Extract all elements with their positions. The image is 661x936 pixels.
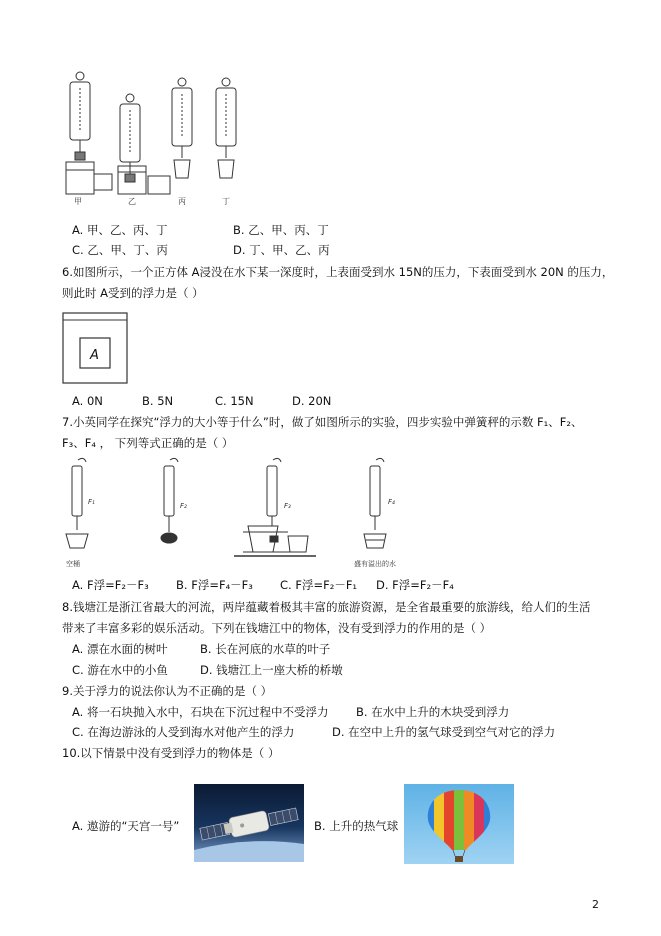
q6-stem-line2: 则此时 A受到的浮力是（ ） — [62, 286, 204, 300]
q5-option-c[interactable]: C. 乙、甲、丁、丙 — [72, 243, 168, 257]
q5-label-bing: 丙 — [178, 197, 186, 206]
q5-label-yi: 乙 — [128, 197, 136, 206]
q7-caption-overflow-water: 盛有溢出的水 — [354, 560, 396, 568]
q6-option-c[interactable]: C. 15N — [215, 394, 254, 408]
q7-option-b[interactable]: B. F浮=F₄－F₃ — [176, 578, 253, 592]
space-station-image — [194, 784, 304, 862]
page-number: 2 — [592, 898, 599, 911]
hot-air-balloon-image — [404, 784, 514, 864]
q7-label-f4: F₄ — [388, 498, 395, 506]
q6-option-b[interactable]: B. 5N — [142, 394, 174, 408]
q10-option-a[interactable]: A. 遨游的“天宫一号” — [72, 819, 180, 833]
q7-option-a[interactable]: A. F浮=F₂－F₃ — [72, 578, 149, 592]
q7-caption-empty-bucket: 空桶 — [66, 560, 80, 568]
q7-figure — [58, 456, 428, 574]
q8-option-b[interactable]: B. 长在河底的水草的叶子 — [200, 642, 331, 656]
q7-label-f2: F₂ — [180, 502, 187, 510]
q6-cube-label: A — [90, 348, 99, 363]
q9-option-a[interactable]: A. 将一石块抛入水中，石块在下沉过程中不受浮力 — [72, 705, 329, 719]
q8-option-c[interactable]: C. 游在水中的小鱼 — [72, 663, 168, 677]
q5-option-d[interactable]: D. 丁、甲、乙、丙 — [233, 243, 330, 257]
q8-option-d[interactable]: D. 钱塘江上一座大桥的桥墩 — [200, 663, 343, 677]
q6-option-d[interactable]: D. 20N — [292, 394, 332, 408]
q5-option-b[interactable]: B. 乙、甲、丙、丁 — [233, 223, 329, 237]
q9-option-d[interactable]: D. 在空中上升的氢气球受到空气对它的浮力 — [332, 725, 556, 739]
q5-option-a[interactable]: A. 甲、乙、丙、丁 — [72, 223, 168, 237]
q6-stem-line1: 6.如图所示，一个正方体 A浸没在水下某一深度时，上表面受到水 15N的压力，下表面受到水 20N 的压力， — [62, 265, 614, 279]
q6-option-a[interactable]: A. 0N — [72, 394, 103, 408]
q10-option-b[interactable]: B. 上升的热气球 — [314, 819, 399, 833]
q7-stem-line1: 7.小英同学在探究“浮力的大小等于什么”时，做了如图所示的实验，四步实验中弹簧秤的示数 F₁、F₂、 — [62, 415, 583, 429]
q8-stem-line1: 8.钱塘江是浙江省最大的河流，两岸蕴藏着极其丰富的旅游资源，是全省最重要的旅游线，给人们的生活 — [62, 600, 591, 614]
q9-stem: 9.关于浮力的说法你认为不正确的是（ ） — [62, 684, 273, 698]
q7-label-f1: F₁ — [88, 498, 95, 506]
q7-label-f3: F₃ — [284, 502, 291, 510]
q9-option-c[interactable]: C. 在海边游泳的人受到海水对他产生的浮力 — [72, 725, 295, 739]
q7-stem-line2: F₃、F₄ ， 下列等式正确的是（ ） — [62, 436, 234, 450]
q5-figure — [58, 70, 268, 210]
q8-option-a[interactable]: A. 漂在水面的树叶 — [72, 642, 168, 656]
q10-stem: 10.以下情景中没有受到浮力的物体是（ ） — [62, 746, 280, 760]
q5-label-jia: 甲 — [74, 197, 82, 206]
q7-option-d[interactable]: D. F浮=F₂－F₄ — [376, 578, 454, 592]
q5-label-ding: 丁 — [222, 197, 230, 206]
q6-figure — [62, 312, 128, 384]
q8-stem-line2: 带来了丰富多彩的娱乐活动。下列在钱塘江中的物体，没有受到浮力的作用的是（ ） — [62, 621, 492, 635]
q7-option-c[interactable]: C. F浮=F₂－F₁ — [280, 578, 358, 592]
q9-option-b[interactable]: B. 在水中上升的木块受到浮力 — [356, 705, 510, 719]
